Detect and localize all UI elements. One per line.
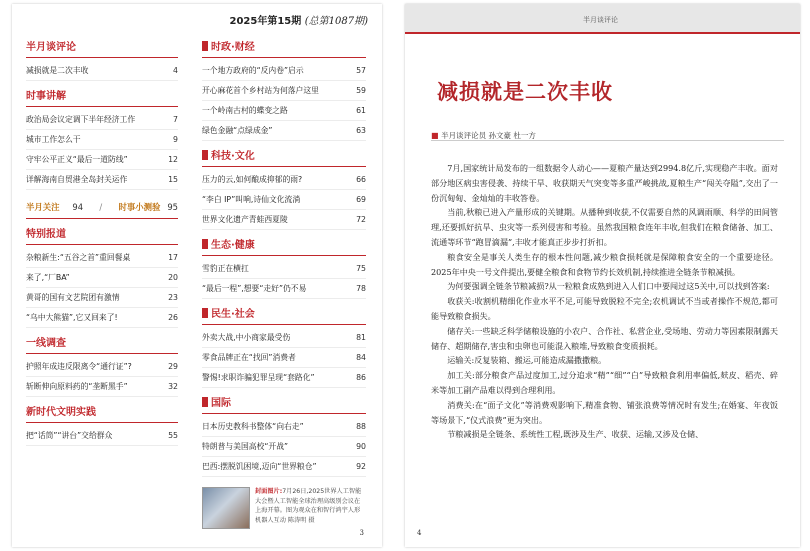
contents-entry[interactable] xyxy=(202,190,366,210)
contents-section xyxy=(26,87,178,190)
entry-page-number: 66 xyxy=(356,175,366,184)
contents-entry[interactable] xyxy=(202,417,366,437)
entry-title: “李白 IP”叫响,诗仙文化流淌 xyxy=(202,195,301,204)
entry-page-number: 32 xyxy=(168,382,178,391)
contents-entry[interactable] xyxy=(202,61,366,81)
combo-right: 时事小测验 95 xyxy=(118,202,178,212)
entry-title: 特朗普与美国高校“开战” xyxy=(202,442,289,451)
entry-page-number: 55 xyxy=(168,431,178,440)
issue-info xyxy=(230,12,369,27)
section-heading: 科技·文化 xyxy=(202,147,366,167)
contents-entry[interactable] xyxy=(202,210,366,230)
byline: ■ 半月谈评论员 孙文豪 杜一方 xyxy=(431,131,536,140)
entry-title: 开心麻花首个乡村站为何落户这里 xyxy=(202,86,319,95)
contents-entry[interactable] xyxy=(26,308,178,328)
contents-entry[interactable] xyxy=(202,121,366,141)
entry-title: “乌中大熊猫”,它又回来了! xyxy=(26,313,118,322)
entry-title: “最后一程”,想要“走好”仍不易 xyxy=(202,284,307,293)
entry-page-number: 17 xyxy=(168,253,178,262)
article-paragraph: 消费关:在“面子文化”等消费观影响下,精准食物、铺张浪费等情况时有发生;在婚宴、年夜饭等场景下,“仪式浪费”更为突出。 xyxy=(431,399,778,425)
entry-title: 雪豹正在横扛 xyxy=(202,264,249,273)
contents-entry[interactable] xyxy=(26,61,178,81)
contents-entry[interactable] xyxy=(26,170,178,190)
entry-page-number: 69 xyxy=(356,195,366,204)
article-page xyxy=(405,4,800,547)
entry-page-number: 92 xyxy=(356,462,366,471)
cover-note xyxy=(202,487,366,529)
entry-title: 巴西:摆脱饥困境,迈向“世界粮仓” xyxy=(202,462,317,471)
entry-title: 一个地方政府的“反内卷”启示 xyxy=(202,66,304,75)
entry-title: 日本历史教科书整体“向右走” xyxy=(202,422,304,431)
entry-title: 零食品牌正在“找回”消费者 xyxy=(202,353,296,362)
entry-page-number: 4 xyxy=(173,66,178,75)
entry-page-number: 78 xyxy=(356,284,366,293)
contents-entry[interactable] xyxy=(202,101,366,121)
contents-entry[interactable] xyxy=(202,368,366,388)
contents-section xyxy=(26,225,178,328)
contents-section xyxy=(26,38,178,81)
article-paragraph: 节粮减损是全链条、系统性工程,既涉及生产、收获、运输,又涉及仓储、 xyxy=(447,429,704,440)
contents-entry[interactable] xyxy=(202,81,366,101)
contents-entry[interactable] xyxy=(202,279,366,299)
article-paragraph: 为何要强调全链条节粮减损?从一粒粮食成熟到进入人们口中要闯过这5关中,可以找到答案: xyxy=(447,281,770,292)
section-heading: 一线调查 xyxy=(26,334,178,354)
section-heading: 国际 xyxy=(202,394,366,414)
entry-title: 外卖大战,中小商家最受伤 xyxy=(202,333,291,342)
entry-page-number: 81 xyxy=(356,333,366,342)
entry-page-number: 15 xyxy=(168,175,178,184)
contents-entry[interactable] xyxy=(202,348,366,368)
entry-page-number: 63 xyxy=(356,126,366,135)
article-paragraph: 加工关:部分粮食产品过度加工,过分追求“精”“细”“白”导致粮食利用率偏低,麸皮、稻壳、碎米等加工副产品难以得到合理利用。 xyxy=(431,370,778,395)
entry-page-number: 90 xyxy=(356,442,366,451)
entry-title: 减损就是二次丰收 xyxy=(26,66,89,75)
entry-title: 世界文化遗产青蛙西夏陵 xyxy=(202,215,288,224)
entry-page-number: 20 xyxy=(168,273,178,282)
contents-section xyxy=(202,236,366,299)
entry-page-number: 9 xyxy=(173,135,178,144)
entry-page-number: 26 xyxy=(168,313,178,322)
contents-section xyxy=(202,147,366,230)
section-heading: 新时代文明实践 xyxy=(26,403,178,423)
entry-title: 杂粮新生:“五谷之首”重回餐桌 xyxy=(26,253,131,262)
article-paragraph: 收获关:收割机精细化作业水平不足,可能导致脱粒不完全;农机调试不当或者操作不规范,都可能导致粮食损失。 xyxy=(431,296,778,321)
cover-thumbnail xyxy=(202,487,250,529)
entry-page-number: 57 xyxy=(356,66,366,75)
entry-title: 绿色金融“点绿成金” xyxy=(202,126,273,135)
contents-right-column xyxy=(202,32,366,529)
entry-page-number: 59 xyxy=(356,86,366,95)
entry-page-number: 84 xyxy=(356,353,366,362)
contents-entry[interactable] xyxy=(26,130,178,150)
article-body xyxy=(431,161,778,442)
contents-entry[interactable] xyxy=(202,328,366,348)
issue-total: (总第1087期) xyxy=(304,16,368,27)
entry-title: 把“话筒”“讲台”交给群众 xyxy=(26,431,113,440)
article-paragraph: 7月,国家统计局发布的一组数据令人动心——夏粮产量达到2994.8亿斤,实现稳产丰收。面对部分地区病虫害侵袭、持续干旱、收获期天气突变等多重严峻挑战,夏粮生产“闯关夺隘”,交出了一份沉甸甸、金灿灿的丰收答卷。 xyxy=(431,163,778,203)
contents-section xyxy=(202,305,366,388)
section-heading: 民生·社会 xyxy=(202,305,366,325)
section-heading: 生态·健康 xyxy=(202,236,366,256)
contents-entry[interactable] xyxy=(202,457,366,477)
entry-page-number: 72 xyxy=(356,215,366,224)
entry-page-number: 7 xyxy=(173,115,178,124)
cover-note-label: 封面图片: xyxy=(255,488,283,495)
contents-entry[interactable] xyxy=(26,268,178,288)
entry-title: 一个岭南古村的蝶变之路 xyxy=(202,106,288,115)
contents-entry[interactable] xyxy=(26,377,178,397)
section-heading: 半月谈评论 xyxy=(26,38,178,58)
article-paragraph: 储存关:一些缺乏科学储粮设施的小农户、合作社、私营企业,受场地、劳动力等因素限制露天储存、超期储存,害虫和虫卵也可能混入粮堆,导致粮食变质损耗。 xyxy=(431,325,778,351)
byline-divider xyxy=(431,140,784,141)
bullet-square-icon: ■ xyxy=(431,131,442,140)
contents-entry[interactable] xyxy=(202,170,366,190)
cover-note-text: 7月26日,2025世界人工智能大会暨人工智能全球治理高级别会议在上海开幕。图为观众在和智行鸿宇人形机器人互动 陈涛明 摄 xyxy=(255,488,362,524)
article-paragraph: 粮食安全是事关人类生存的根本性问题,减少粮食损耗就是保障粮食安全的一个重要途径。2025年中央一号文件提出,要健全粮食和食物节约长效机制,持续推进全链条节粮减损。 xyxy=(431,251,778,277)
header-rule xyxy=(405,32,800,34)
entry-title: 压力的云,如何酿成抑郁的雨? xyxy=(202,175,303,184)
entry-title: 政治局会议定调下半年经济工作 xyxy=(26,115,136,124)
section-heading: 时事讲解 xyxy=(26,87,178,107)
combo-left: 半月关注 94 xyxy=(26,202,84,212)
left-page-number: 3 xyxy=(359,529,364,537)
combo-row[interactable]: 半月关注 94 / 时事小测验 95 xyxy=(26,196,178,219)
entry-page-number: 88 xyxy=(356,422,366,431)
entry-title: 来了,“厂BA” xyxy=(26,273,70,282)
entry-page-number: 61 xyxy=(356,106,366,115)
entry-page-number: 29 xyxy=(168,362,178,371)
entry-title: 详解海南自贸港全岛封关运作 xyxy=(26,175,128,184)
entry-page-number: 12 xyxy=(168,155,178,164)
entry-title: 护照年成违反限离令“通行证”? xyxy=(26,362,132,371)
contents-page xyxy=(12,4,382,547)
article-paragraph: 运输关:反复装箱、搬运,可能造成漏撒撒粮。 xyxy=(447,355,607,366)
article-title: 减损就是二次丰收 xyxy=(437,79,613,104)
contents-section xyxy=(202,38,366,141)
contents-entry[interactable] xyxy=(26,288,178,308)
column-header-label: 半月谈评论 xyxy=(583,16,618,24)
section-heading: 时政·财经 xyxy=(202,38,366,58)
contents-left-column xyxy=(26,32,178,446)
contents-entry[interactable] xyxy=(26,248,178,268)
contents-section xyxy=(26,403,178,446)
entry-title: 黄哥的国有文艺院团有激情 xyxy=(26,293,120,302)
entry-title: 守牢公平正义“最后一道防线” xyxy=(26,155,128,164)
entry-title: 斩断伸向原料药的“垄断黑手” xyxy=(26,382,128,391)
article-paragraph: 当前,秋粮已进入产量形成的关键期。从播种到收获,不仅需要自然的风调雨顺、科学的田间管理,还要抓好抗旱、虫灾等一系列侵害和考验。虽然我国粮食连年丰收,但我们在粮食储备、加工、流通等环节“跑冒滴漏”,丰收才能真正步步打折扣。 xyxy=(431,207,778,247)
contents-section xyxy=(26,334,178,397)
contents-entry[interactable] xyxy=(26,357,178,377)
right-page-number: 4 xyxy=(417,529,422,537)
entry-page-number: 75 xyxy=(356,264,366,273)
entry-title: 城市工作怎么干 xyxy=(26,135,81,144)
contents-entry[interactable] xyxy=(202,437,366,457)
entry-page-number: 86 xyxy=(356,373,366,382)
entry-title: 警惕!求职诈骗犯罪呈现“套路化” xyxy=(202,373,315,382)
contents-entry[interactable] xyxy=(202,259,366,279)
contents-entry[interactable] xyxy=(26,110,178,130)
issue-label: 2025年第15期 xyxy=(229,16,302,27)
contents-section xyxy=(202,394,366,477)
entry-page-number: 23 xyxy=(168,293,178,302)
section-heading: 特别报道 xyxy=(26,225,178,245)
contents-entry[interactable] xyxy=(26,426,178,446)
contents-entry[interactable] xyxy=(26,150,178,170)
